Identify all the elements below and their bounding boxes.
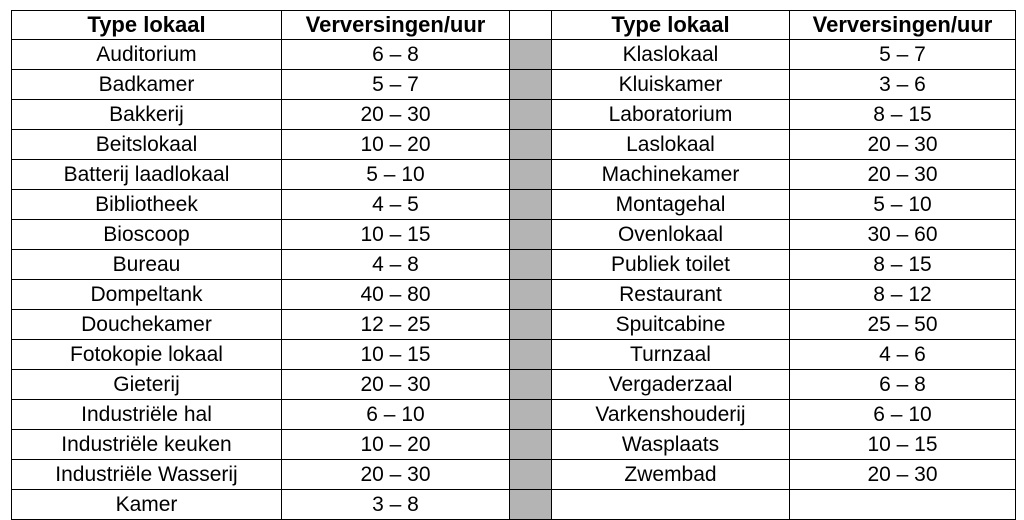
left-room-cell: Kamer (12, 490, 282, 520)
right-room-cell: Laslokaal (552, 130, 790, 160)
left-rate-cell: 10 – 15 (282, 340, 510, 370)
air-change-rates-table-wrapper (11, 10, 1015, 516)
header-right-room-type: Type lokaal (552, 11, 790, 40)
left-rate-cell: 4 – 5 (282, 190, 510, 220)
left-rate-cell: 4 – 8 (282, 250, 510, 280)
left-room-cell: Industriële Wasserij (12, 460, 282, 490)
right-room-cell: Publiek toilet (552, 250, 790, 280)
right-rate-cell: 10 – 15 (790, 430, 1016, 460)
left-room-cell: Bureau (12, 250, 282, 280)
right-rate-cell: 5 – 10 (790, 190, 1016, 220)
table-row (12, 280, 1016, 310)
right-room-cell: Turnzaal (552, 340, 790, 370)
header-left-room-type: Type lokaal (12, 11, 282, 40)
right-rate-cell: 6 – 10 (790, 400, 1016, 430)
table-row (12, 160, 1016, 190)
right-room-cell: Wasplaats (552, 430, 790, 460)
right-rate-cell (790, 490, 1016, 520)
left-rate-cell: 6 – 8 (282, 40, 510, 70)
column-separator (510, 400, 552, 430)
table-row (12, 220, 1016, 250)
left-rate-cell: 6 – 10 (282, 400, 510, 430)
right-room-cell: Spuitcabine (552, 310, 790, 340)
left-room-cell: Gieterij (12, 370, 282, 400)
right-rate-cell: 3 – 6 (790, 70, 1016, 100)
right-rate-cell: 8 – 15 (790, 100, 1016, 130)
right-rate-cell: 30 – 60 (790, 220, 1016, 250)
right-rate-cell: 20 – 30 (790, 160, 1016, 190)
left-rate-cell: 10 – 20 (282, 130, 510, 160)
right-room-cell: Varkenshouderij (552, 400, 790, 430)
left-rate-cell: 10 – 20 (282, 430, 510, 460)
left-room-cell: Industriële keuken (12, 430, 282, 460)
header-left-changes-per-hour: Verversingen/uur (282, 11, 510, 40)
column-separator (510, 160, 552, 190)
table-row (12, 190, 1016, 220)
left-rate-cell: 5 – 10 (282, 160, 510, 190)
right-room-cell: Laboratorium (552, 100, 790, 130)
left-room-cell: Bioscoop (12, 220, 282, 250)
column-separator (510, 310, 552, 340)
header-row (12, 11, 1016, 40)
table-row (12, 70, 1016, 100)
column-separator (510, 250, 552, 280)
left-room-cell: Batterij laadlokaal (12, 160, 282, 190)
left-rate-cell: 20 – 30 (282, 100, 510, 130)
left-rate-cell: 5 – 7 (282, 70, 510, 100)
right-room-cell: Vergaderzaal (552, 370, 790, 400)
left-room-cell: Fotokopie lokaal (12, 340, 282, 370)
column-separator (510, 280, 552, 310)
left-rate-cell: 20 – 30 (282, 460, 510, 490)
left-room-cell: Douchekamer (12, 310, 282, 340)
column-separator (510, 11, 552, 40)
table-row (12, 310, 1016, 340)
right-rate-cell: 8 – 12 (790, 280, 1016, 310)
table-row (12, 460, 1016, 490)
left-room-cell: Dompeltank (12, 280, 282, 310)
left-rate-cell: 10 – 15 (282, 220, 510, 250)
right-room-cell: Machinekamer (552, 160, 790, 190)
column-separator (510, 130, 552, 160)
right-room-cell: Kluiskamer (552, 70, 790, 100)
table-row (12, 370, 1016, 400)
right-room-cell: Ovenlokaal (552, 220, 790, 250)
right-rate-cell: 5 – 7 (790, 40, 1016, 70)
left-room-cell: Badkamer (12, 70, 282, 100)
column-separator (510, 220, 552, 250)
table-row (12, 430, 1016, 460)
right-rate-cell: 20 – 30 (790, 130, 1016, 160)
column-separator (510, 370, 552, 400)
right-rate-cell: 25 – 50 (790, 310, 1016, 340)
column-separator (510, 430, 552, 460)
right-rate-cell: 4 – 6 (790, 340, 1016, 370)
column-separator (510, 460, 552, 490)
right-room-cell: Restaurant (552, 280, 790, 310)
left-room-cell: Beitslokaal (12, 130, 282, 160)
table-row (12, 340, 1016, 370)
header-right-changes-per-hour: Verversingen/uur (790, 11, 1016, 40)
left-rate-cell: 40 – 80 (282, 280, 510, 310)
left-room-cell: Bakkerij (12, 100, 282, 130)
left-room-cell: Industriële hal (12, 400, 282, 430)
column-separator (510, 70, 552, 100)
right-room-cell (552, 490, 790, 520)
left-rate-cell: 20 – 30 (282, 370, 510, 400)
table-row (12, 490, 1016, 520)
table-row (12, 130, 1016, 160)
table-row (12, 250, 1016, 280)
left-rate-cell: 12 – 25 (282, 310, 510, 340)
right-room-cell: Zwembad (552, 460, 790, 490)
right-rate-cell: 20 – 30 (790, 460, 1016, 490)
air-change-rates-table (11, 10, 1016, 520)
right-room-cell: Montagehal (552, 190, 790, 220)
left-room-cell: Bibliotheek (12, 190, 282, 220)
table-row (12, 400, 1016, 430)
column-separator (510, 340, 552, 370)
column-separator (510, 490, 552, 520)
left-rate-cell: 3 – 8 (282, 490, 510, 520)
right-rate-cell: 6 – 8 (790, 370, 1016, 400)
right-rate-cell: 8 – 15 (790, 250, 1016, 280)
table-row (12, 40, 1016, 70)
left-room-cell: Auditorium (12, 40, 282, 70)
column-separator (510, 40, 552, 70)
column-separator (510, 190, 552, 220)
column-separator (510, 100, 552, 130)
table-row (12, 100, 1016, 130)
right-room-cell: Klaslokaal (552, 40, 790, 70)
